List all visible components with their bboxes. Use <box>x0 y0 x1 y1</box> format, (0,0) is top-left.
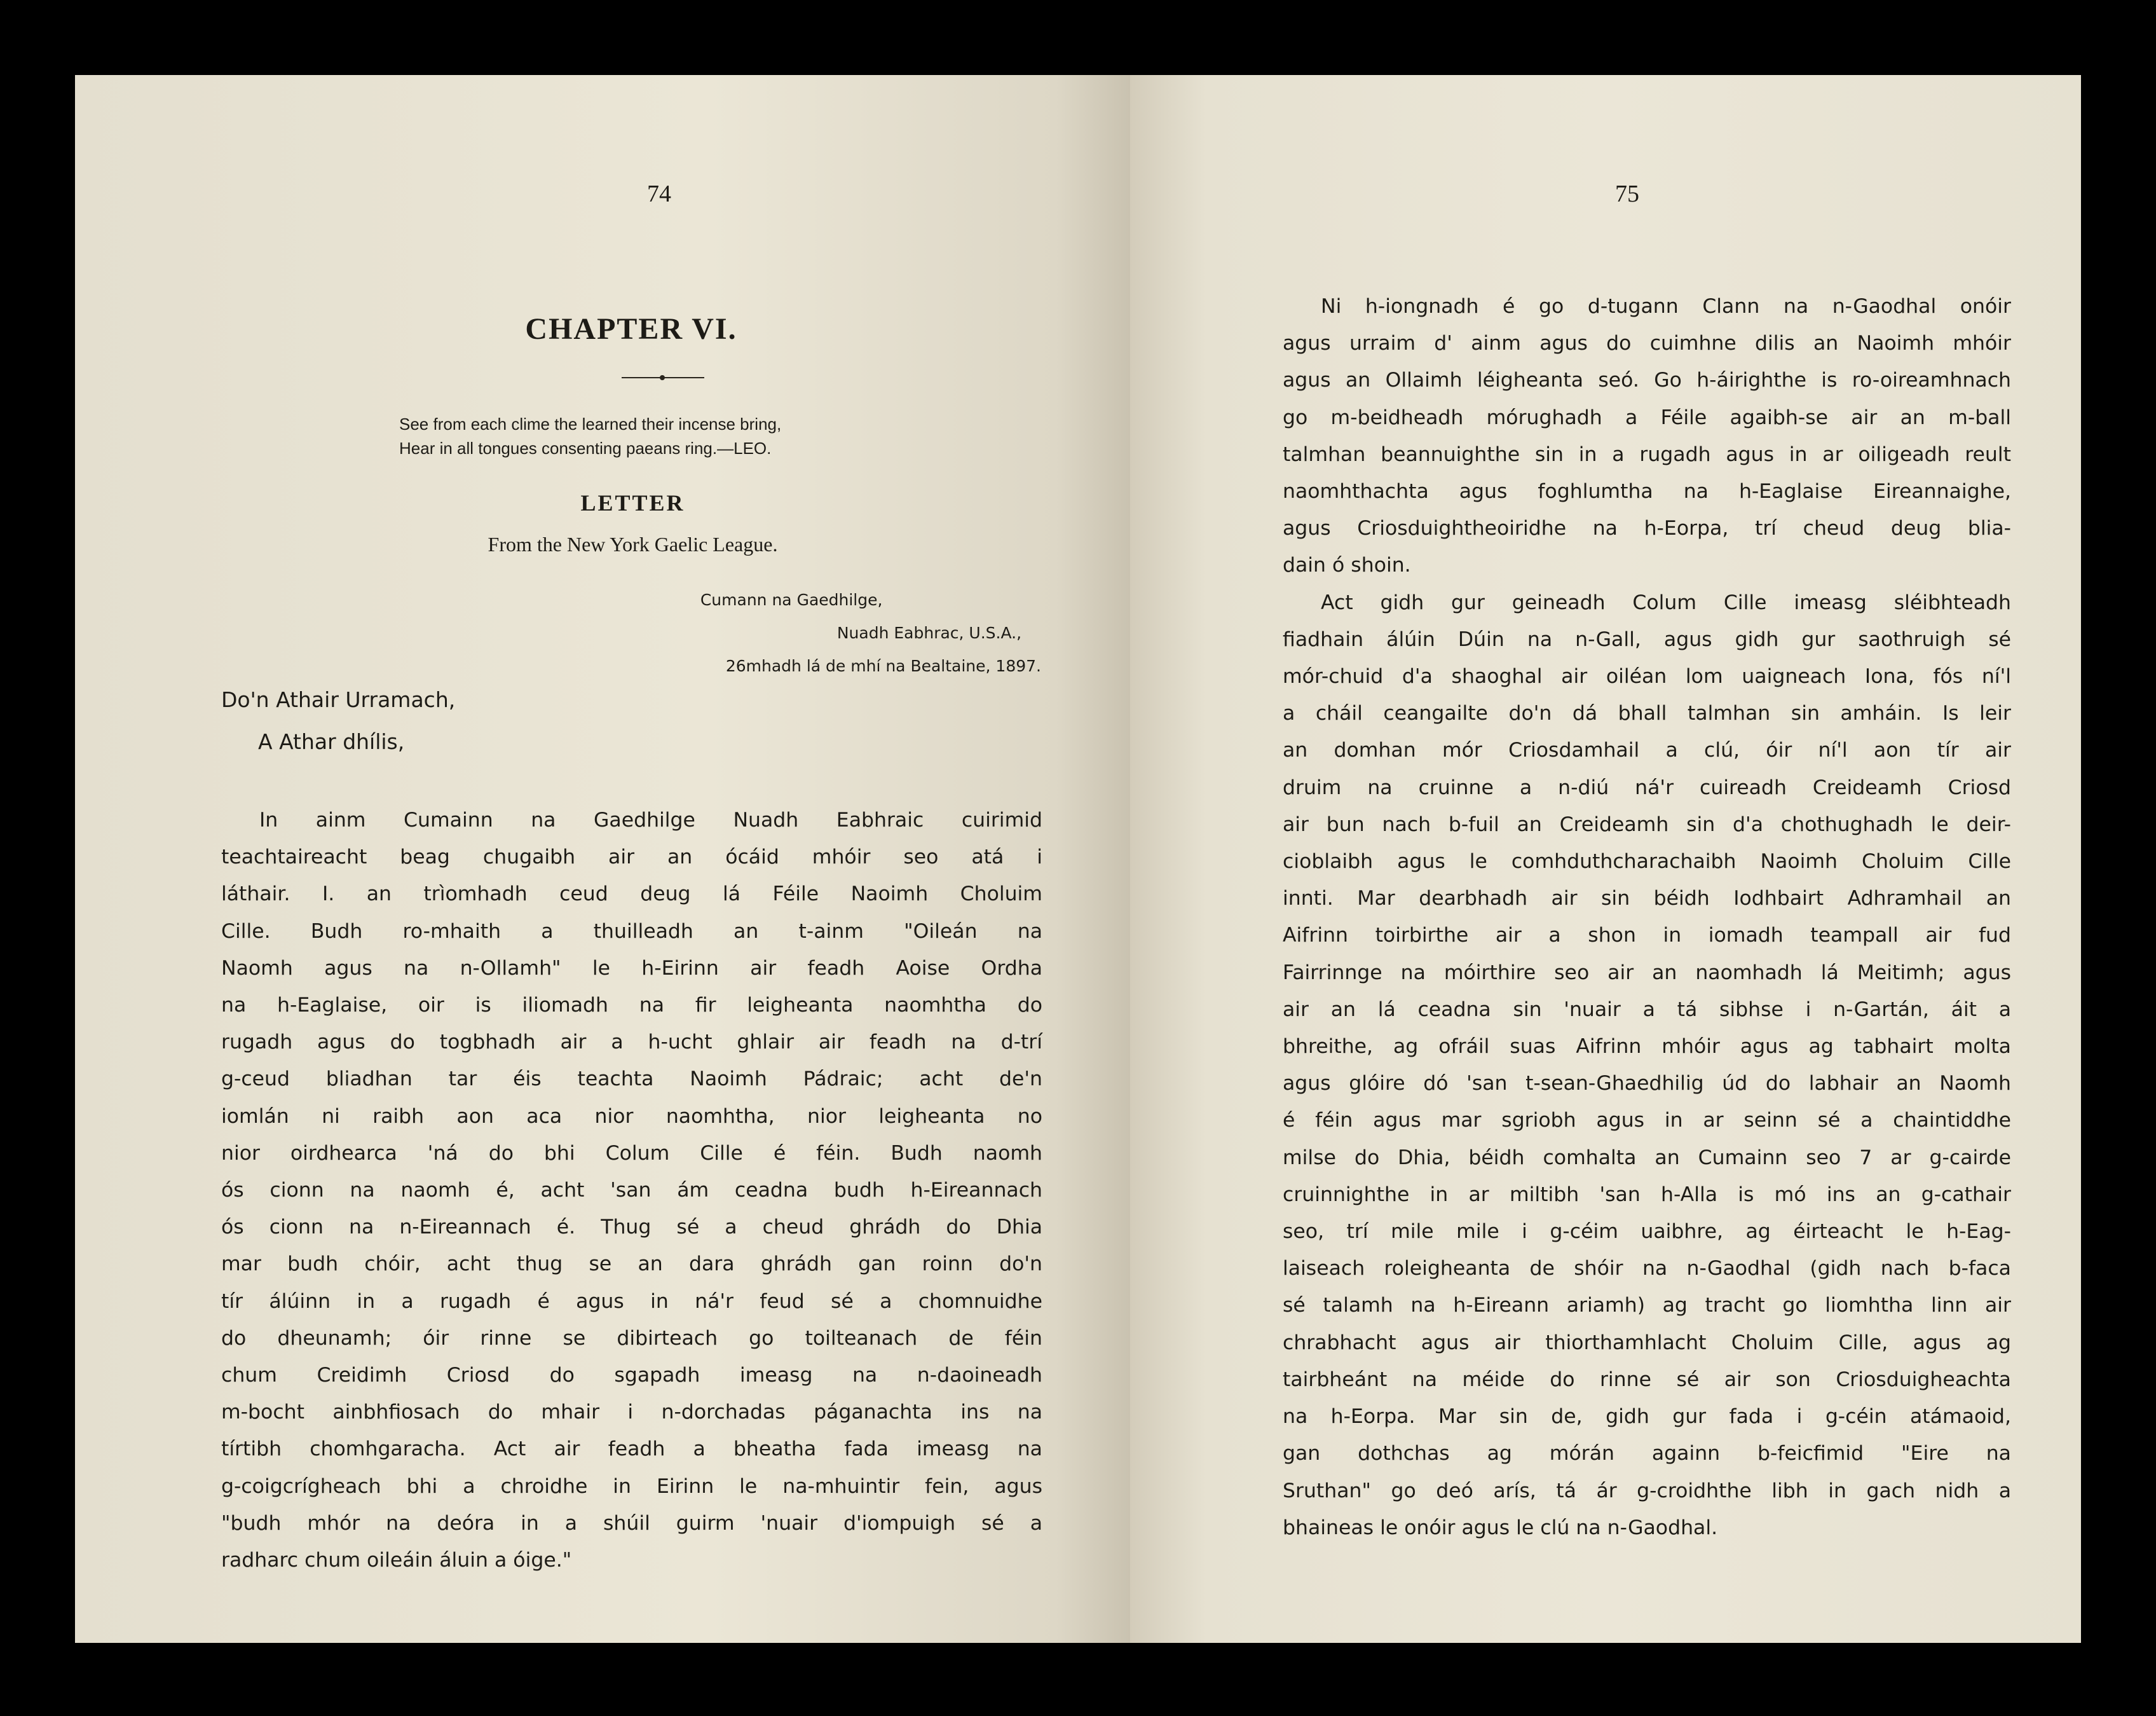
text-line: teachtaireacht beag chugaibh air an ócáid mhóir seo atá i <box>221 846 1042 869</box>
text-line: rugadh agus do togbhadh air a h-ucht ghlair air feadh na d-trí <box>221 1031 1042 1054</box>
text-line: Ni h-iongnadh é go d-tugann Clann na n-Gaodhal onóir <box>1321 295 2011 318</box>
text-line: Fairrinnge na móirthire seo air an naomhadh lá Meitimh; agus <box>1283 961 2011 984</box>
text-line: ós cionn na naomh é, acht 'san ám ceadna budh h-Eireannach <box>221 1179 1042 1202</box>
text-line: cruinnighthe in ar miltibh 'san h-Alla is mó ins an g-cathair <box>1283 1183 2011 1206</box>
epigraph-line: Hear in all tongues consenting paeans ring.—LEO. <box>399 439 772 458</box>
salutation-line: Do'n Athair Urramach, <box>221 687 456 712</box>
text-line: ós cionn na n-Eireannach é. Thug sé a cheud ghrádh do Dhia <box>221 1216 1042 1239</box>
text-line: g-coigcrígheach bhi a chroidhe in Eirinn le na-mhuintir fein, agus <box>221 1474 1042 1498</box>
text-line: do dheunamh; óir rinne se dibirteach go toilteanach de féin <box>221 1326 1042 1350</box>
text-line: tír álúinn in a rugadh é agus in ná'r feud sé a chomnuidhe <box>221 1289 1042 1313</box>
text-line: Sruthan" go deó arís, tá ár g-croidhthe libh in gach nidh a <box>1283 1479 2011 1502</box>
text-line: Aifrinn toirbirthe air a shon in iomadh teampall air fud <box>1283 924 2011 947</box>
right-page <box>1130 75 2081 1643</box>
text-line: a cháil ceangailte do'n dá bhall talmhan sin amháin. Is leir <box>1283 702 2011 725</box>
text-line: milse do Dhia, béidh comhalta an Cumainn seo 7 ar g-cairde <box>1283 1146 2011 1169</box>
address-line: Nuadh Eabhrac, U.S.A., <box>836 624 1022 642</box>
text-line: cioblaibh agus le comhduthcharachaibh Naoimh Choluim Cille <box>1283 850 2011 874</box>
text-line: na h-Eorpa. Mar sin de, gidh gur fada i g-céin atámaoid, <box>1283 1405 2011 1429</box>
text-line: chum Creidimh Criosd do sgapadh imeasg na n-daoineadh <box>221 1364 1042 1387</box>
text-line: seo, trí mile mile i g-céim uaibhre, ag éirteacht le h-Eag- <box>1283 1220 2011 1244</box>
text-line: druim na cruinne a n-diú ná'r cuireadh Creideamh Criosd <box>1283 776 2011 799</box>
text-line: nior oirdhearca 'ná do bhi Colum Cille é féin. Budh naomh <box>221 1141 1042 1165</box>
letter-address <box>700 584 1041 683</box>
text-line: dain ó shoin. <box>1283 554 1411 577</box>
right-body-text <box>1283 288 2011 1546</box>
text-line: Cille. Budh ro-mhaith a thuilleadh an t-ainm "Oileán na <box>221 919 1042 943</box>
left-page <box>75 75 1130 1643</box>
text-line: tírtibh chomhgaracha. Act air feadh a bheatha fada imeasg na <box>221 1438 1042 1461</box>
text-line: fiadhain álúin Dúin na n-Gall, agus gidh gur saothruigh sé <box>1283 628 2011 651</box>
address-line: Cumann na Gaedhilge, <box>700 591 883 609</box>
text-line: agus Criosduightheoiridhe na h-Eorpa, trí cheud deug blia- <box>1283 517 2011 540</box>
text-line: sé talamh na h-Eireann ariamh) ag tracht go liomhtha linn air <box>1283 1294 2011 1317</box>
text-line: iomlán ni raibh aon aca nior naomhtha, nior leigheanta no <box>221 1104 1042 1128</box>
epigraph <box>399 412 971 460</box>
text-line: "budh mhór na deóra in a shúil guirm 'nuair d'iompuigh sé a <box>221 1511 1042 1535</box>
text-line: bhreithe, ag ofráil suas Aifrinn mhóir agus ag tabhairt molta <box>1283 1035 2011 1059</box>
text-line: In ainm Cumainn na Gaedhilge Nuadh Eabhraic cuirimid <box>259 809 1042 832</box>
address-line: 26mhadh lá de mhí na Bealtaine, 1897. <box>725 657 1041 675</box>
ornamental-rule <box>622 377 704 378</box>
letter-salutation <box>221 679 455 763</box>
text-line: talmhan beannuighthe sin in a rugadh agus in ar oiligeadh reult <box>1283 443 2011 466</box>
book-spread <box>75 75 2081 1643</box>
epigraph-line: See from each clime the learned their incense bring, <box>399 415 782 434</box>
text-line: m-bocht ainbhfiosach do mhair i n-dorchadas páganachta ins na <box>221 1401 1042 1424</box>
text-line: chrabhacht agus air thiorthamhlacht Choluim Cille, agus ag <box>1283 1331 2011 1354</box>
text-line: naomhthachta agus foghlumtha na h-Eaglaise Eireannaighe, <box>1283 480 2011 504</box>
salutation-line: A Athar dhílis, <box>258 729 405 754</box>
text-line: láthair. I. an trìomhadh ceud deug lá Féile Naoimh Choluim <box>221 882 1042 906</box>
text-line: Naomh agus na n-Ollamh" le h-Eirinn air feadh Aoise Ordha <box>221 956 1042 980</box>
text-line: innti. Mar dearbhadh air sin béidh Iodhbairt Adhramhail an <box>1283 887 2011 910</box>
text-line: laiseach roleigheanta de shóir na n-Gaodhal (gidh nach b-faca <box>1283 1257 2011 1280</box>
text-line: agus glóire dó 'san t-sean-Ghaedhilig úd do labhair an Naomh <box>1283 1072 2011 1095</box>
page-number-right: 75 <box>1615 181 1639 207</box>
text-line: g-ceud bliadhan tar éis teachta Naoimh Pádraic; acht de'n <box>221 1067 1042 1091</box>
left-body-text <box>221 802 1042 1579</box>
text-line: bhaineas le onóir agus le clú na n-Gaodhal. <box>1283 1516 1718 1539</box>
text-line: agus urraim d' ainm agus do cuimhne dilis an Naoimh mhóir <box>1283 332 2011 355</box>
text-line: an domhan mór Criosdamhail a clú, óir ní'l aon tír air <box>1283 739 2011 762</box>
text-line: radharc chum oileáin áluin a óige." <box>221 1549 572 1572</box>
chapter-title: CHAPTER VI. <box>525 312 737 346</box>
letter-subheading: From the New York Gaelic League. <box>488 533 778 556</box>
text-line: gan dothchas ag mórán againn b-feicfimid "Eire na <box>1283 1442 2011 1465</box>
text-line: mór-chuid d'a shaoghal air oiléan lom uaigneach Iona, fós ní'l <box>1283 665 2011 689</box>
text-line: na h-Eaglaise, oir is iliomadh na fir leigheanta naomhtha do <box>221 994 1042 1017</box>
page-number-left: 74 <box>647 181 671 207</box>
text-line: Act gidh gur geineadh Colum Cille imeasg sléibhteadh <box>1321 591 2011 614</box>
text-line: air an lá ceadna sin 'nuair a tá sibhse i n-Gartán, áit a <box>1283 998 2011 1021</box>
text-line: tairbheánt na méide do rinne sé air son Criosduigheachta <box>1283 1368 2011 1391</box>
text-line: air bun nach b-fuil an Creideamh sin d'a chothughadh le deir- <box>1283 813 2011 836</box>
text-line: go m-beidheadh mórughadh a Féile agaibh-se air an m-ball <box>1283 406 2011 429</box>
text-line: é féin agus mar sgriobh agus in ar seinn sé a chaintiddhe <box>1283 1109 2011 1132</box>
text-line: mar budh chóir, acht thug se an dara ghrádh gan roinn do'n <box>221 1253 1042 1276</box>
letter-heading: LETTER <box>580 490 685 516</box>
text-line: agus an Ollaimh léigheanta seó. Go h-áirighthe is ro-oireamhnach <box>1283 369 2011 392</box>
